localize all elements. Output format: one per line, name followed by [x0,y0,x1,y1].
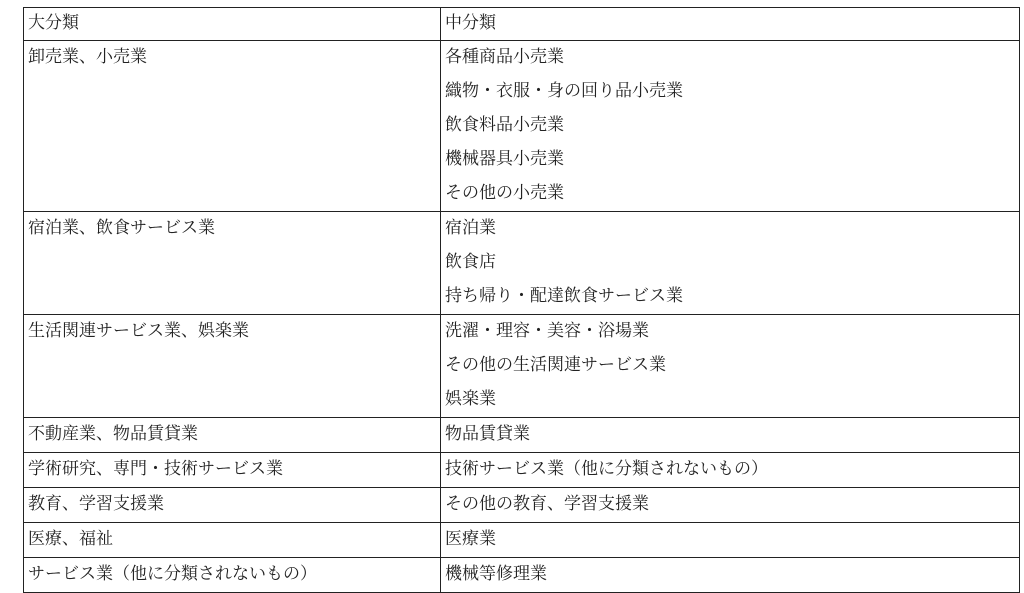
header-major-category: 大分類 [24,8,441,41]
middle-category-label: その他の教育、学習支援業 [445,494,649,514]
header-middle-category: 中分類 [441,8,1020,41]
major-category-cell [24,212,441,315]
middle-category-label: 各種商品小売業 [445,47,564,67]
middle-category-label: その他の生活関連サービス業 [445,355,666,375]
major-category-label: 生活関連サービス業、娯楽業 [28,321,249,341]
middle-category-label: 技術サービス業（他に分類されないもの） [445,459,768,479]
table-row [24,488,1020,523]
major-category-label: 教育、学習支援業 [28,494,164,514]
table-row [24,315,1020,418]
middle-category-label: 飲食料品小売業 [445,115,564,135]
major-category-cell [24,453,441,488]
middle-category-label: 医療業 [445,529,496,549]
table-row [24,418,1020,453]
industry-classification-table [23,7,1020,593]
table-row [24,453,1020,488]
table-header [24,8,1020,41]
middle-category-label: その他の小売業 [445,183,564,203]
middle-category-label: 宿泊業 [445,218,496,238]
middle-category-cell [441,212,1020,315]
major-category-label: 卸売業、小売業 [28,47,147,67]
table-row [24,558,1020,593]
major-category-cell [24,418,441,453]
major-category-cell [24,523,441,558]
table-row [24,523,1020,558]
middle-category-label: 持ち帰り・配達飲食サービス業 [445,286,683,306]
middle-category-label: 織物・衣服・身の回り品小売業 [445,81,683,101]
header-row [24,8,1020,41]
major-category-label: 医療、福祉 [28,529,113,549]
middle-category-cell [441,41,1020,212]
middle-category-label: 物品賃貸業 [445,424,530,444]
major-category-cell [24,315,441,418]
middle-category-label: 飲食店 [445,252,496,272]
major-category-label: 不動産業、物品賃貸業 [28,424,198,444]
middle-category-cell [441,488,1020,523]
middle-category-cell [441,453,1020,488]
major-category-cell [24,41,441,212]
middle-category-label: 娯楽業 [445,389,496,409]
major-category-label: サービス業（他に分類されないもの） [28,564,317,584]
major-category-label: 宿泊業、飲食サービス業 [28,218,215,238]
middle-category-cell [441,523,1020,558]
middle-category-cell [441,558,1020,593]
table-row [24,41,1020,212]
middle-category-label: 洗濯・理容・美容・浴場業 [445,321,649,341]
middle-category-label: 機械等修理業 [445,564,547,584]
major-category-cell [24,488,441,523]
major-category-label: 学術研究、専門・技術サービス業 [28,459,283,479]
middle-category-cell [441,315,1020,418]
middle-category-cell [441,418,1020,453]
middle-category-label: 機械器具小売業 [445,149,564,169]
table-body [24,41,1020,593]
major-category-cell [24,558,441,593]
table-row [24,212,1020,315]
